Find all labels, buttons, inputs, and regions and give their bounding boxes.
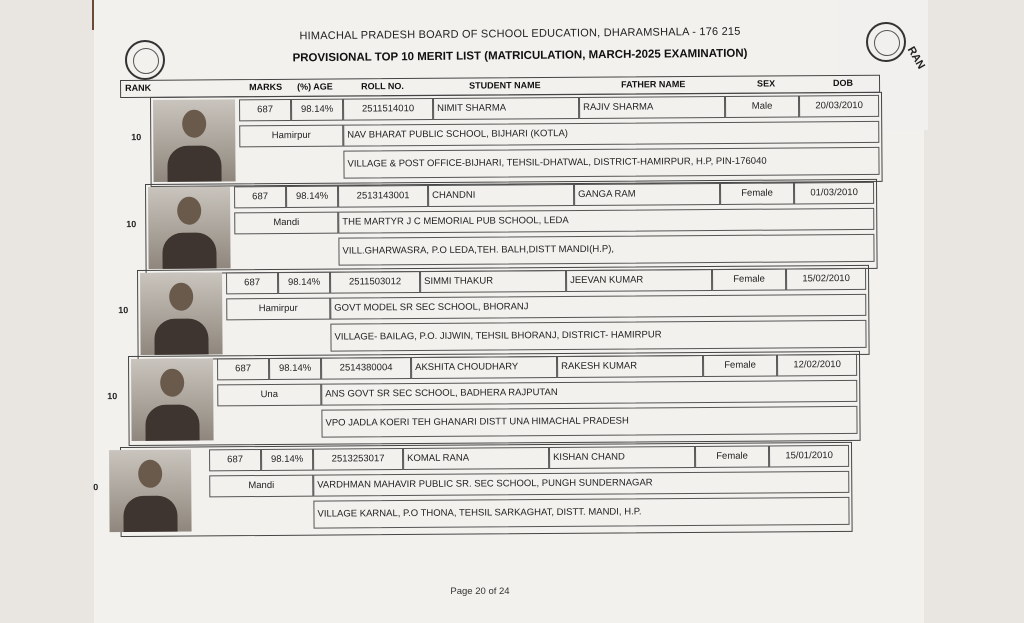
rank-cell: 10 bbox=[131, 132, 142, 143]
student-name: KOMAL RANA bbox=[403, 447, 549, 470]
district-cell: Una bbox=[217, 384, 321, 407]
student-name: SIMMI THAKUR bbox=[420, 270, 566, 293]
district-cell: Mandi bbox=[209, 475, 313, 498]
board-seal-icon bbox=[125, 40, 165, 80]
father-name: RAJIV SHARMA bbox=[579, 96, 725, 119]
col-percent: (%) AGE bbox=[297, 81, 333, 92]
student-name: CHANDNI bbox=[428, 184, 574, 207]
address-cell: VILLAGE KARNAL, P.O THONA, TEHSIL SARKAGHAT, DISTT. MANDI, H.P. bbox=[313, 497, 849, 529]
father-name: GANGA RAM bbox=[574, 183, 720, 206]
percent-cell: 98.14% bbox=[291, 99, 343, 121]
student-photo bbox=[148, 186, 231, 269]
sex-cell: Female bbox=[720, 182, 794, 205]
col-rank: RANK bbox=[125, 82, 152, 93]
table-row bbox=[118, 265, 870, 360]
student-photo bbox=[153, 99, 236, 182]
rank-cell: 0 bbox=[93, 482, 99, 493]
district-cell: Mandi bbox=[234, 212, 338, 235]
marks-cell: 687 bbox=[209, 449, 261, 471]
dob-cell: 15/02/2010 bbox=[786, 268, 866, 291]
district-cell: Hamirpur bbox=[226, 298, 330, 321]
student-photo bbox=[109, 450, 192, 533]
marks-cell: 687 bbox=[226, 272, 278, 294]
school-cell: THE MARTYR J C MEMORIAL PUB SCHOOL, LEDA bbox=[338, 208, 874, 234]
rank-cell: 10 bbox=[118, 305, 129, 316]
board-name: HIMACHAL PRADESH BOARD OF SCHOOL EDUCATION, DHARAMSHALA - 176 215 bbox=[299, 25, 741, 43]
address-cell: VPO JADLA KOERI TEH GHANARI DISTT UNA HIMACHAL PRADESH bbox=[321, 406, 857, 438]
col-sex: SEX bbox=[757, 78, 776, 89]
dob-cell: 15/01/2010 bbox=[769, 445, 849, 468]
page-title: PROVISIONAL TOP 10 MERIT LIST (MATRICULATION, MARCH-2025 EXAMINATION) bbox=[292, 47, 748, 65]
dob-cell: 12/02/2010 bbox=[777, 354, 857, 377]
school-cell: VARDHMAN MAHAVIR PUBLIC SR. SEC SCHOOL, PUNGH SUNDERNAGAR bbox=[313, 471, 849, 497]
student-name: NIMIT SHARMA bbox=[433, 97, 579, 120]
address-cell: VILL.GHARWASRA, P.O LEDA,TEH. BALH,DISTT MANDI(H.P), bbox=[338, 234, 874, 266]
col-marks: MARKS bbox=[249, 81, 283, 93]
school-cell: NAV BHARAT PUBLIC SCHOOL, BIJHARI (KOTLA) bbox=[343, 121, 879, 147]
rank-cell: 10 bbox=[107, 391, 118, 402]
marks-cell: 687 bbox=[234, 186, 286, 208]
address-cell: VILLAGE- BAILAG, P.O. JIJWIN, TEHSIL BHORANJ, DISTRICT- HAMIRPUR bbox=[330, 320, 866, 352]
percent-cell: 98.14% bbox=[269, 358, 321, 380]
dob-cell: 01/03/2010 bbox=[794, 182, 874, 205]
col-roll: ROLL NO. bbox=[361, 81, 404, 92]
father-name: RAKESH KUMAR bbox=[557, 355, 703, 378]
marks-cell: 687 bbox=[217, 358, 269, 380]
table-row bbox=[93, 442, 853, 537]
roll-cell: 2511503012 bbox=[330, 271, 420, 294]
roll-cell: 2513253017 bbox=[313, 448, 403, 471]
sex-cell: Female bbox=[703, 354, 777, 377]
school-cell: GOVT MODEL SR SEC SCHOOL, BHORANJ bbox=[330, 294, 866, 320]
percent-cell: 98.14% bbox=[286, 186, 338, 208]
father-name: KISHAN CHAND bbox=[549, 446, 695, 469]
rank-cell: 10 bbox=[126, 219, 137, 230]
roll-cell: 2511514010 bbox=[343, 98, 433, 121]
col-father: FATHER NAME bbox=[621, 79, 686, 90]
roll-cell: 2513143001 bbox=[338, 185, 428, 208]
student-photo bbox=[140, 272, 223, 355]
school-cell: ANS GOVT SR SEC SCHOOL, BADHERA RAJPUTAN bbox=[321, 380, 857, 406]
district-cell: Hamirpur bbox=[239, 125, 343, 148]
sex-cell: Female bbox=[695, 445, 769, 468]
table-row bbox=[126, 179, 878, 274]
roll-cell: 2514380004 bbox=[321, 357, 411, 380]
corner-text: RAN bbox=[904, 44, 928, 72]
dob-cell: 20/03/2010 bbox=[799, 95, 879, 118]
table-row bbox=[131, 92, 883, 187]
sex-cell: Female bbox=[712, 268, 786, 291]
board-seal-icon bbox=[866, 22, 906, 62]
student-name: AKSHITA CHOUDHARY bbox=[411, 356, 557, 379]
student-photo bbox=[131, 358, 214, 441]
table-row bbox=[107, 351, 861, 446]
page-number: Page 20 of 24 bbox=[450, 586, 510, 597]
marks-cell: 687 bbox=[239, 99, 291, 121]
col-dob: DOB bbox=[833, 77, 854, 89]
father-name: JEEVAN KUMAR bbox=[566, 269, 712, 292]
sex-cell: Male bbox=[725, 95, 799, 118]
percent-cell: 98.14% bbox=[261, 449, 313, 471]
percent-cell: 98.14% bbox=[278, 272, 330, 294]
address-cell: VILLAGE & POST OFFICE-BIJHARI, TEHSIL-DHATWAL, DISTRICT-HAMIRPUR, H.P, PIN-176040 bbox=[343, 147, 879, 179]
col-student: STUDENT NAME bbox=[469, 80, 541, 91]
